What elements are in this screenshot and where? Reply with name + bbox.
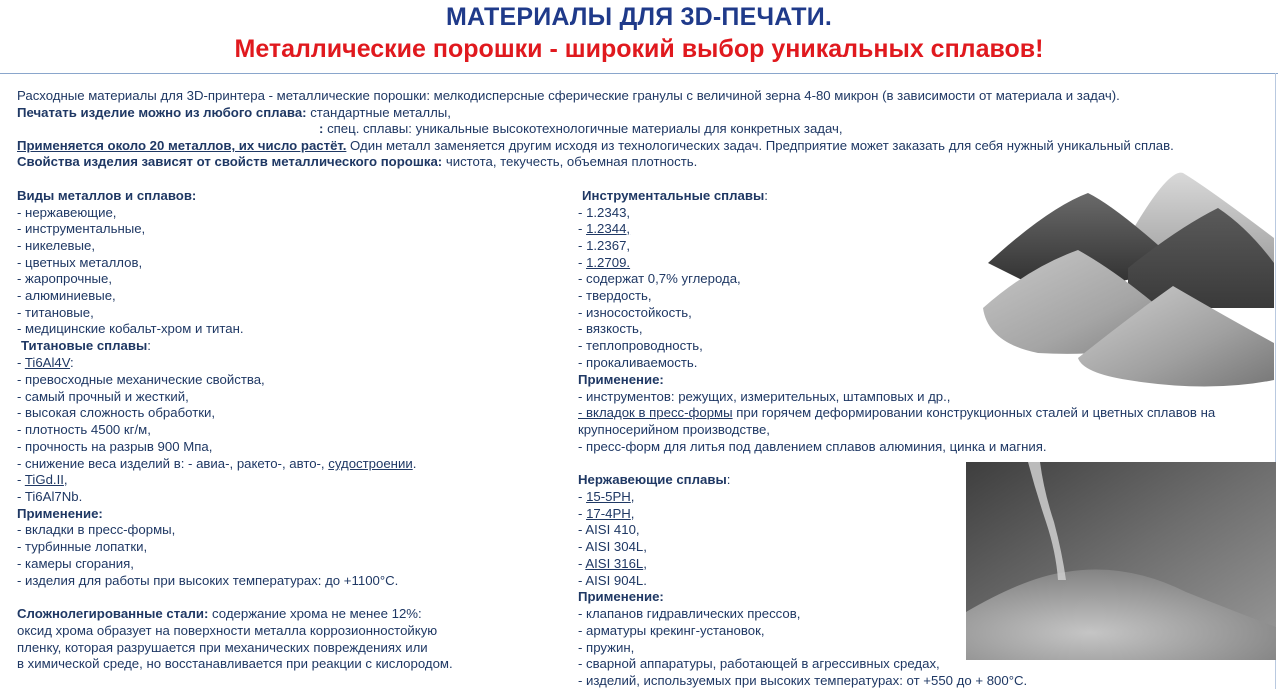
tool-application-item: - инструментов: режущих, измерительных, штамповых и др., (578, 389, 951, 404)
header-divider (0, 73, 1278, 74)
titanium-application-heading: Применение: (17, 506, 103, 521)
stainless-grade-dash: - (578, 489, 587, 504)
titanium-heading (21, 338, 151, 354)
metal-powder-piles-image (978, 168, 1276, 390)
alloy-steel-line: в химической среде, но восстанавливается при реакции с кислородом. (17, 656, 453, 671)
titanium-prop: - плотность 4500 кг/м, (17, 422, 151, 437)
titanium-weight-text: - снижение веса изделий в: - авиа-, ракето-, авто-, (17, 456, 329, 471)
metal-type-item: - нержавеющие, (17, 205, 117, 220)
stainless-grade-dash: - (578, 539, 586, 554)
alloy-steel-line: оксид хрома образует на поверхности металла коррозионностойкую (17, 623, 438, 638)
stainless-grade-dash: - (578, 573, 586, 588)
intro-line-1: Расходные материалы для 3D-принтера - металлические порошки: мелкодисперсные сферические гранулы с величиной зерна 4-80 микрон (в зависимости от материала и задач). (17, 88, 1120, 103)
shipbuilding-link[interactable]: судостроении (328, 456, 413, 471)
stainless-application-item: - арматуры крекинг-установок, (578, 623, 765, 638)
titanium-application-item: - вкладки в пресс-формы, (17, 522, 176, 537)
tool-prop: - износостойкость, (578, 305, 692, 320)
tool-application-item: крупносерийном производстве, (578, 422, 770, 437)
metal-type-item: - жаропрочные, (17, 271, 113, 286)
titanium-application-item: - изделия для работы при высоких температурах: до +1100°С. (17, 573, 399, 588)
intro-line-3 (319, 121, 843, 137)
metal-type-item: - алюминиевые, (17, 288, 116, 303)
tool-grade-link[interactable]: 1.2344, (586, 221, 631, 236)
tool-prop: - теплопроводность, (578, 338, 703, 353)
tool-alloys-heading-text: Инструментальные сплавы (582, 188, 765, 203)
mold-inserts-link[interactable]: - вкладок в пресс-формы (578, 405, 733, 420)
intro-line-3-colon: : (319, 121, 324, 136)
stainless-grade (578, 556, 647, 572)
titanium-grade-1-dash: - (17, 355, 25, 370)
metal-type-item: - инструментальные, (17, 221, 146, 236)
titanium-grade-2 (17, 472, 68, 488)
intro-line-2-bold: Печатать изделие можно из любого сплава: (17, 105, 307, 120)
metal-types-heading: Виды металлов и сплавов: (17, 188, 197, 203)
tool-application-item (578, 405, 1215, 421)
titanium-grade-3: - Ti6Al7Nb. (17, 489, 83, 504)
titanium-application-item: - турбинные лопатки, (17, 539, 148, 554)
stainless-grade-tail: , (630, 489, 635, 504)
titanium-heading-text: Титановые сплавы (21, 338, 148, 353)
tool-alloys-heading-colon: : (764, 188, 768, 203)
tool-application-item: - пресс-форм для литья под давлением сплавов алюминия, цинка и магния. (578, 439, 1047, 454)
titanium-heading-colon: : (147, 338, 151, 353)
tool-grade-dash: - (578, 205, 587, 220)
tool-grade-name: 1.2367, (586, 238, 631, 253)
stainless-grade-name: AISI 410, (585, 522, 640, 537)
stainless-grade-dash: - (578, 522, 586, 537)
titanium-grade-2-tail: , (63, 472, 68, 487)
stainless-heading (578, 472, 730, 488)
stainless-application-item: - сварной аппаратуры, работающей в агрессивных средах, (578, 656, 940, 671)
alloy-steel-heading (17, 606, 422, 622)
stainless-grade-link[interactable]: 15-5PH (586, 489, 631, 504)
tool-prop: - содержат 0,7% углерода, (578, 271, 741, 286)
stainless-grade-tail: , (643, 556, 647, 571)
intro-line-5-text: чистота, текучесть, объемная плотность. (442, 154, 698, 169)
stainless-grade-link[interactable]: AISI 316L (585, 556, 644, 571)
tool-grade (578, 238, 630, 254)
alloy-steel-line: пленку, которая разрушается при механических повреждениях или (17, 640, 428, 655)
tool-grade (578, 255, 630, 271)
tool-prop: - прокаливаемость. (578, 355, 698, 370)
titanium-grade-1-link[interactable]: Ti6Al4V (24, 355, 71, 370)
titanium-grade-2-dash: - (17, 472, 25, 487)
titanium-prop: - прочность на разрыв 900 Мпа, (17, 439, 213, 454)
intro-line-2 (17, 105, 451, 121)
titanium-weight (17, 456, 416, 472)
titanium-prop: - высокая сложность обработки, (17, 405, 216, 420)
stainless-grade (578, 539, 647, 555)
tool-grade-name: 1.2343, (586, 205, 631, 220)
stainless-grade-link[interactable]: 17-4PH (586, 506, 631, 521)
stainless-application-item: - клапанов гидравлических прессов, (578, 606, 801, 621)
alloy-steel-bold: Сложнолегированные стали: (17, 606, 209, 621)
titanium-prop: - самый прочный и жесткий, (17, 389, 189, 404)
stainless-heading-colon: : (726, 472, 731, 487)
tool-application-heading: Применение: (578, 372, 664, 387)
tool-grade (578, 221, 630, 237)
powder-stream-image (966, 462, 1276, 660)
intro-line-5-bold: Свойства изделия зависят от свойств металлического порошка: (17, 154, 443, 169)
intro-line-2-text: стандартные металлы, (306, 105, 451, 120)
stainless-application-item: - изделий, используемых при высоких температурах: от +550 до + 800°С. (578, 673, 1028, 688)
tool-grade-dash: - (578, 221, 587, 236)
page-subtitle: Металлические порошки - широкий выбор уникальных сплавов! (234, 35, 1044, 63)
intro-line-5 (17, 154, 697, 170)
alloy-steel-text: содержание хрома не менее 12%: (208, 606, 422, 621)
stainless-grade-tail: , (630, 506, 635, 521)
intro-line-3-text: спец. сплавы: уникальные высокотехнологичные материалы для конкретных задач, (323, 121, 843, 136)
intro-line-4-bold: Применяется около 20 металлов, их число растёт. (17, 138, 347, 153)
titanium-application-item: - камеры сгорания, (17, 556, 134, 571)
tool-prop: - твердость, (578, 288, 652, 303)
stainless-grade-dash: - (578, 506, 587, 521)
stainless-heading-text: Нержавеющие сплавы (578, 472, 727, 487)
tool-grade-link[interactable]: 1.2709. (586, 255, 631, 270)
stainless-grade (578, 489, 634, 505)
titanium-prop: - превосходные механические свойства, (17, 372, 265, 387)
titanium-grade-1 (17, 355, 74, 371)
intro-line-4-text: Один металл заменяется другим исходя из технологических задач. Предприятие может заказать для себя нужный уникальный сплав. (346, 138, 1174, 153)
page-title: МАТЕРИАЛЫ ДЛЯ 3D-ПЕЧАТИ. (445, 3, 833, 31)
stainless-application-heading: Применение: (578, 589, 664, 604)
intro-line-4 (17, 138, 1174, 154)
titanium-weight-tail: . (412, 456, 417, 471)
stainless-grade (578, 573, 647, 589)
titanium-grade-2-link[interactable]: TiGd.II (24, 472, 64, 487)
metal-type-item: - никелевые, (17, 238, 96, 253)
tool-grade-dash: - (578, 255, 587, 270)
stainless-grade (578, 522, 640, 538)
stainless-application-item: - пружин, (578, 640, 635, 655)
titanium-grade-1-tail: : (70, 355, 74, 370)
metal-type-item: - цветных металлов, (17, 255, 143, 270)
tool-prop: - вязкость, (578, 321, 643, 336)
tool-grade (578, 205, 630, 221)
tool-alloys-heading (582, 188, 768, 204)
tool-application-text: при горячем деформировании конструкционных сталей и цветных сплавов на (732, 405, 1216, 420)
stainless-grade-name: AISI 904L. (585, 573, 647, 588)
metal-type-item: - титановые, (17, 305, 94, 320)
stainless-grade-name: AISI 304L, (585, 539, 647, 554)
metal-type-item: - медицинские кобальт-хром и титан. (17, 321, 244, 336)
stainless-grade-dash: - (578, 556, 586, 571)
stainless-grade (578, 506, 634, 522)
tool-grade-dash: - (578, 238, 587, 253)
